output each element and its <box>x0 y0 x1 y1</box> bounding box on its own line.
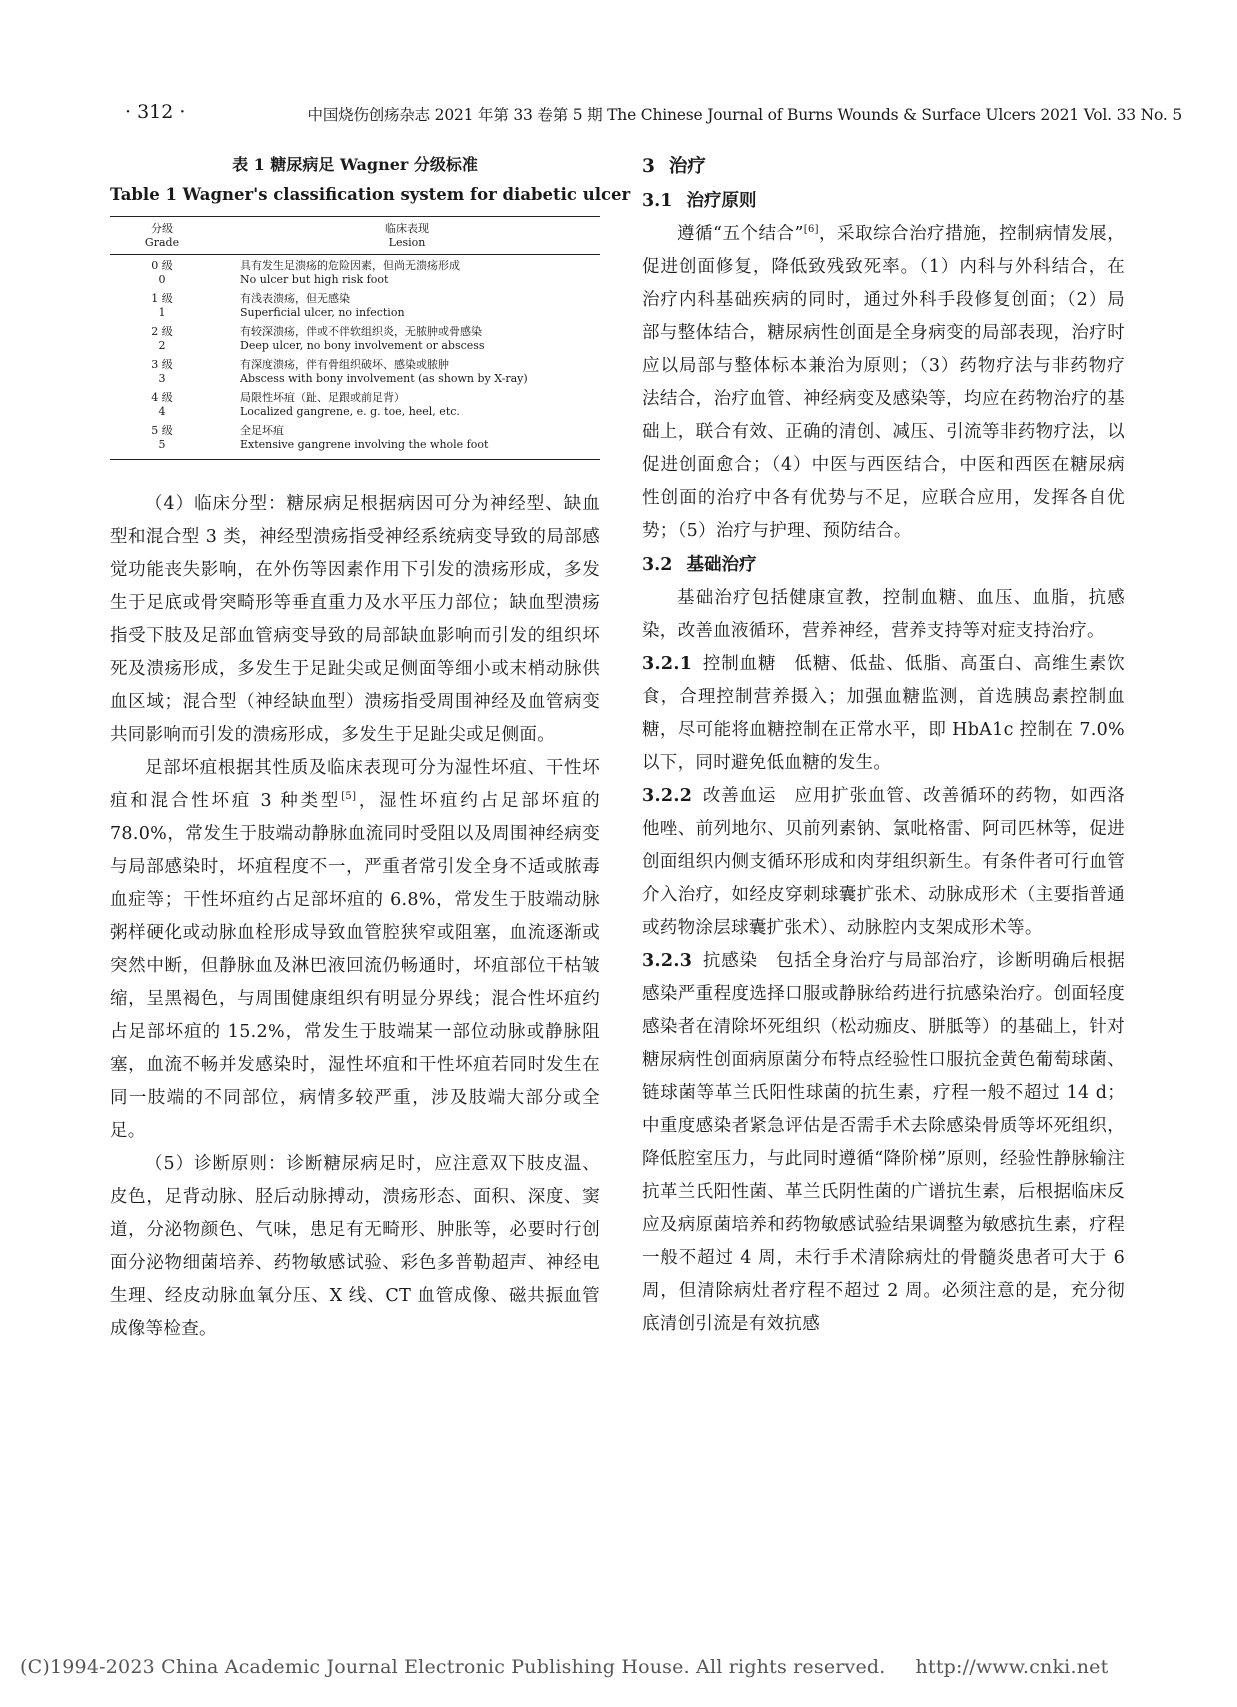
left-column <box>110 150 631 1346</box>
paragraph-blood-glucose: 3.2.1 控制血糖 低糖、低盐、低脂、高蛋白、高维生素饮食，合理控制营养摄入；加强血糖监测，首选胰岛素控制血糖，尽可能将血糖控制在正常水平，即 HbA1c 控制在 7.0% 以下，同时避免低血糖的发生。 <box>642 654 1125 773</box>
subsection-heading: 3.1 治疗原则 <box>642 191 757 211</box>
lesion-cell: 有较深溃疡，伴或不伴软组织炎，无脓肿或骨感染 Deep ulcer, no bony involvement or abscess <box>240 325 485 352</box>
table-row <box>110 354 600 387</box>
table-header-row <box>110 217 600 255</box>
paragraph-treatment-principles: 遵循“五个结合”[6]，采取综合治疗措施，控制病情发展，促进创面修复，降低致残致死率。（1）内科与外科结合，在治疗内科基础疾病的同时，通过外科手段修复创面；（2）局部与整体结合，糖尿病性创面是全身病变的局部表现，治疗时应以局部与整体标本兼治为原则；（3）药物疗法与非药物疗法结合，治疗血管、神经病变及感染等，均应在药物治疗的基础上，联合有效、正确的清创、减压、引流等非药物疗法，以促进创面愈合；（4）中医与西医结合，中医和西医在糖尿病性创面的治疗中各有优势与不足，应联合应用，发挥各自优势；（5）治疗与护理、预防结合。 <box>642 224 1125 541</box>
table-caption-zh: 表 1 糖尿病足 Wagner 分级标准 <box>232 155 478 174</box>
subsection-heading: 3.2 基础治疗 <box>642 555 757 575</box>
paragraph-basic-treatment: 基础治疗包括健康宣教，控制血糖、血压、血脂，抗感染，改善血液循环，营养神经，营养支持等对症支持治疗。 <box>642 588 1125 641</box>
grade-cell: 3 级 3 <box>151 358 173 385</box>
citation-ref: [6] <box>803 224 819 236</box>
cnki-link[interactable]: http://www.cnki.net <box>915 1656 1109 1678</box>
running-header <box>125 101 1182 129</box>
lesion-cell: 具有发生足溃疡的危险因素，但尚无溃疡形成 No ulcer but high risk foot <box>240 259 460 286</box>
table-caption <box>110 150 631 210</box>
lesion-cell: 有浅表溃疡，但无感染 Superficial ulcer, no infection <box>240 292 405 319</box>
paragraph-clinical-types: （4）临床分型：糖尿病足根据病因可分为神经型、缺血型和混合型 3 类，神经型溃疡指受神经系统病变导致的局部感觉功能丧失影响，在外伤等因素作用下引发的溃疡形成，多发生于足底或骨突畸形等垂直重力及水平压力部位；缺血型溃疡指受下肢及足部血管病变导致的局部缺血影响而引发的组织坏死及溃疡形成，多发生于足趾尖或足侧面等细小或末梢动脉供血区域；混合型（神经缺血型）溃疡指受周围神经及血管病变共同影响而引发的溃疡形成，多发生于足趾尖或足侧面。 <box>110 494 600 745</box>
grade-column-header: 分级 Grade <box>144 222 180 249</box>
grade-cell: 4 级 4 <box>151 391 173 418</box>
table-row <box>110 321 600 354</box>
citation-ref: [5] <box>341 791 357 803</box>
grade-cell: 2 级 2 <box>151 325 173 352</box>
paragraph-gangrene: 足部坏疽根据其性质及临床表现可分为湿性坏疽、干性坏疽和混合性坏疽 3 种类型[5]，湿性坏疽约占足部坏疽的 78.0%，常发生于肢端动静脉血流同时受阻以及周围神经病变与局部感染时，坏疽程度不一，严重者常引发全身不适或脓毒血症等；干性坏疽约占足部坏疽的 6.8%，常发生于肢端动脉粥样硬化或动脉血栓形成导致血管腔狭窄或阻塞，血流逐渐或突然中断，但静脉血及淋巴液回流仍畅通时，坏疽部位干枯皱缩，呈黑褐色，与周围健康组织有明显分界线；混合性坏疽约占足部坏疽的 15.2%，常发生于肢端某一部位动脉或静脉阻塞，血流不畅并发感染时，湿性坏疽和干性坏疽若同时发生在同一肢端的不同部位，病情多较严重，涉及肢端大部分或全足。 <box>110 758 600 1141</box>
copyright-text: (C)1994-2023 China Academic Journal Electronic Publishing House. All rights reserved. <box>20 1656 886 1678</box>
grade-cell: 0 级 0 <box>151 259 173 286</box>
page-number: · 312 · <box>125 101 186 123</box>
journal-title: 中国烧伤创疡杂志 2021 年第 33 卷第 5 期 The Chinese Journal of Burns Wounds & Surface Ulcers 2021 Vol. 33 No. 5 <box>307 106 1182 124</box>
lesion-cell: 局限性坏疽（趾、足跟或前足背） Localized gangrene, e. g. toe, heel, etc. <box>240 391 460 418</box>
lesion-column-header: 临床表现 Lesion <box>385 222 429 249</box>
grade-cell: 5 级 5 <box>151 424 173 451</box>
grade-cell: 1 级 1 <box>151 292 173 319</box>
copyright-footer <box>20 1656 1108 1678</box>
paragraph-diagnosis: （5）诊断原则：诊断糖尿病足时，应注意双下肢皮温、皮色，足背动脉、胫后动脉搏动，溃疡形态、面积、深度、窦道，分泌物颜色、气味，患足有无畸形、肿胀等，必要时行创面分泌物细菌培养、药物敏感试验、彩色多普勒超声、神经电生理、经皮动脉血氧分压、X 线、CT 血管成像、磁共振血管成像等检查。 <box>110 1154 600 1339</box>
table-caption-en: Table 1 Wagner's classification system for diabetic ulcer <box>110 185 631 204</box>
paragraph-blood-circulation: 3.2.2 改善血运 应用扩张血管、改善循环的药物，如西洛他唑、前列地尔、贝前列素钠、氯吡格雷、阿司匹林等，促进创面组织内侧支循环形成和肉芽组织新生。有条件者可行血管介入治疗，如经皮穿刺球囊扩张术、动脉成形术（主要指普通或药物涂层球囊扩张术）、动脉腔内支架成形术等。 <box>642 786 1125 938</box>
table-row <box>110 288 600 321</box>
paragraph-anti-infection: 3.2.3 抗感染 包括全身治疗与局部治疗，诊断明确后根据感染严重程度选择口服或静脉给药进行抗感染治疗。创面轻度感染者在清除坏死组织（松动痂皮、胼胝等）的基础上，针对糖尿病性创面病原菌分布特点经验性口服抗金黄色葡萄球菌、链球菌等革兰氏阳性球菌的抗生素，疗程一般不超过 14 d；中重度感染者紧急评估是否需手术去除感染骨质等坏死组织，降低腔室压力，与此同时遵循“降阶梯”原则，经验性静脉输注抗革兰氏阳性菌、革兰氏阴性菌的广谱抗生素，后根据临床反应及病原菌培养和药物敏感试验结果调整为敏感抗生素，疗程一般不超过 4 周，未行手术清除病灶的骨髓炎患者可大于 6 周，但清除病灶者疗程不超过 2 周。必须注意的是，充分彻底清创引流是有效抗感 <box>642 951 1125 1334</box>
lesion-cell: 有深度溃疡，伴有骨组织破坏、感染或脓肿 Abscess with bony involvement (as shown by X-ray) <box>240 358 528 385</box>
section-heading: 3 治疗 <box>642 156 706 177</box>
right-column <box>642 150 1125 1341</box>
wagner-table <box>110 216 600 460</box>
table-row <box>110 255 600 289</box>
lesion-cell: 全足坏疽 Extensive gangrene involving the whole foot <box>240 424 489 451</box>
table-row <box>110 387 600 420</box>
table-row <box>110 420 600 460</box>
